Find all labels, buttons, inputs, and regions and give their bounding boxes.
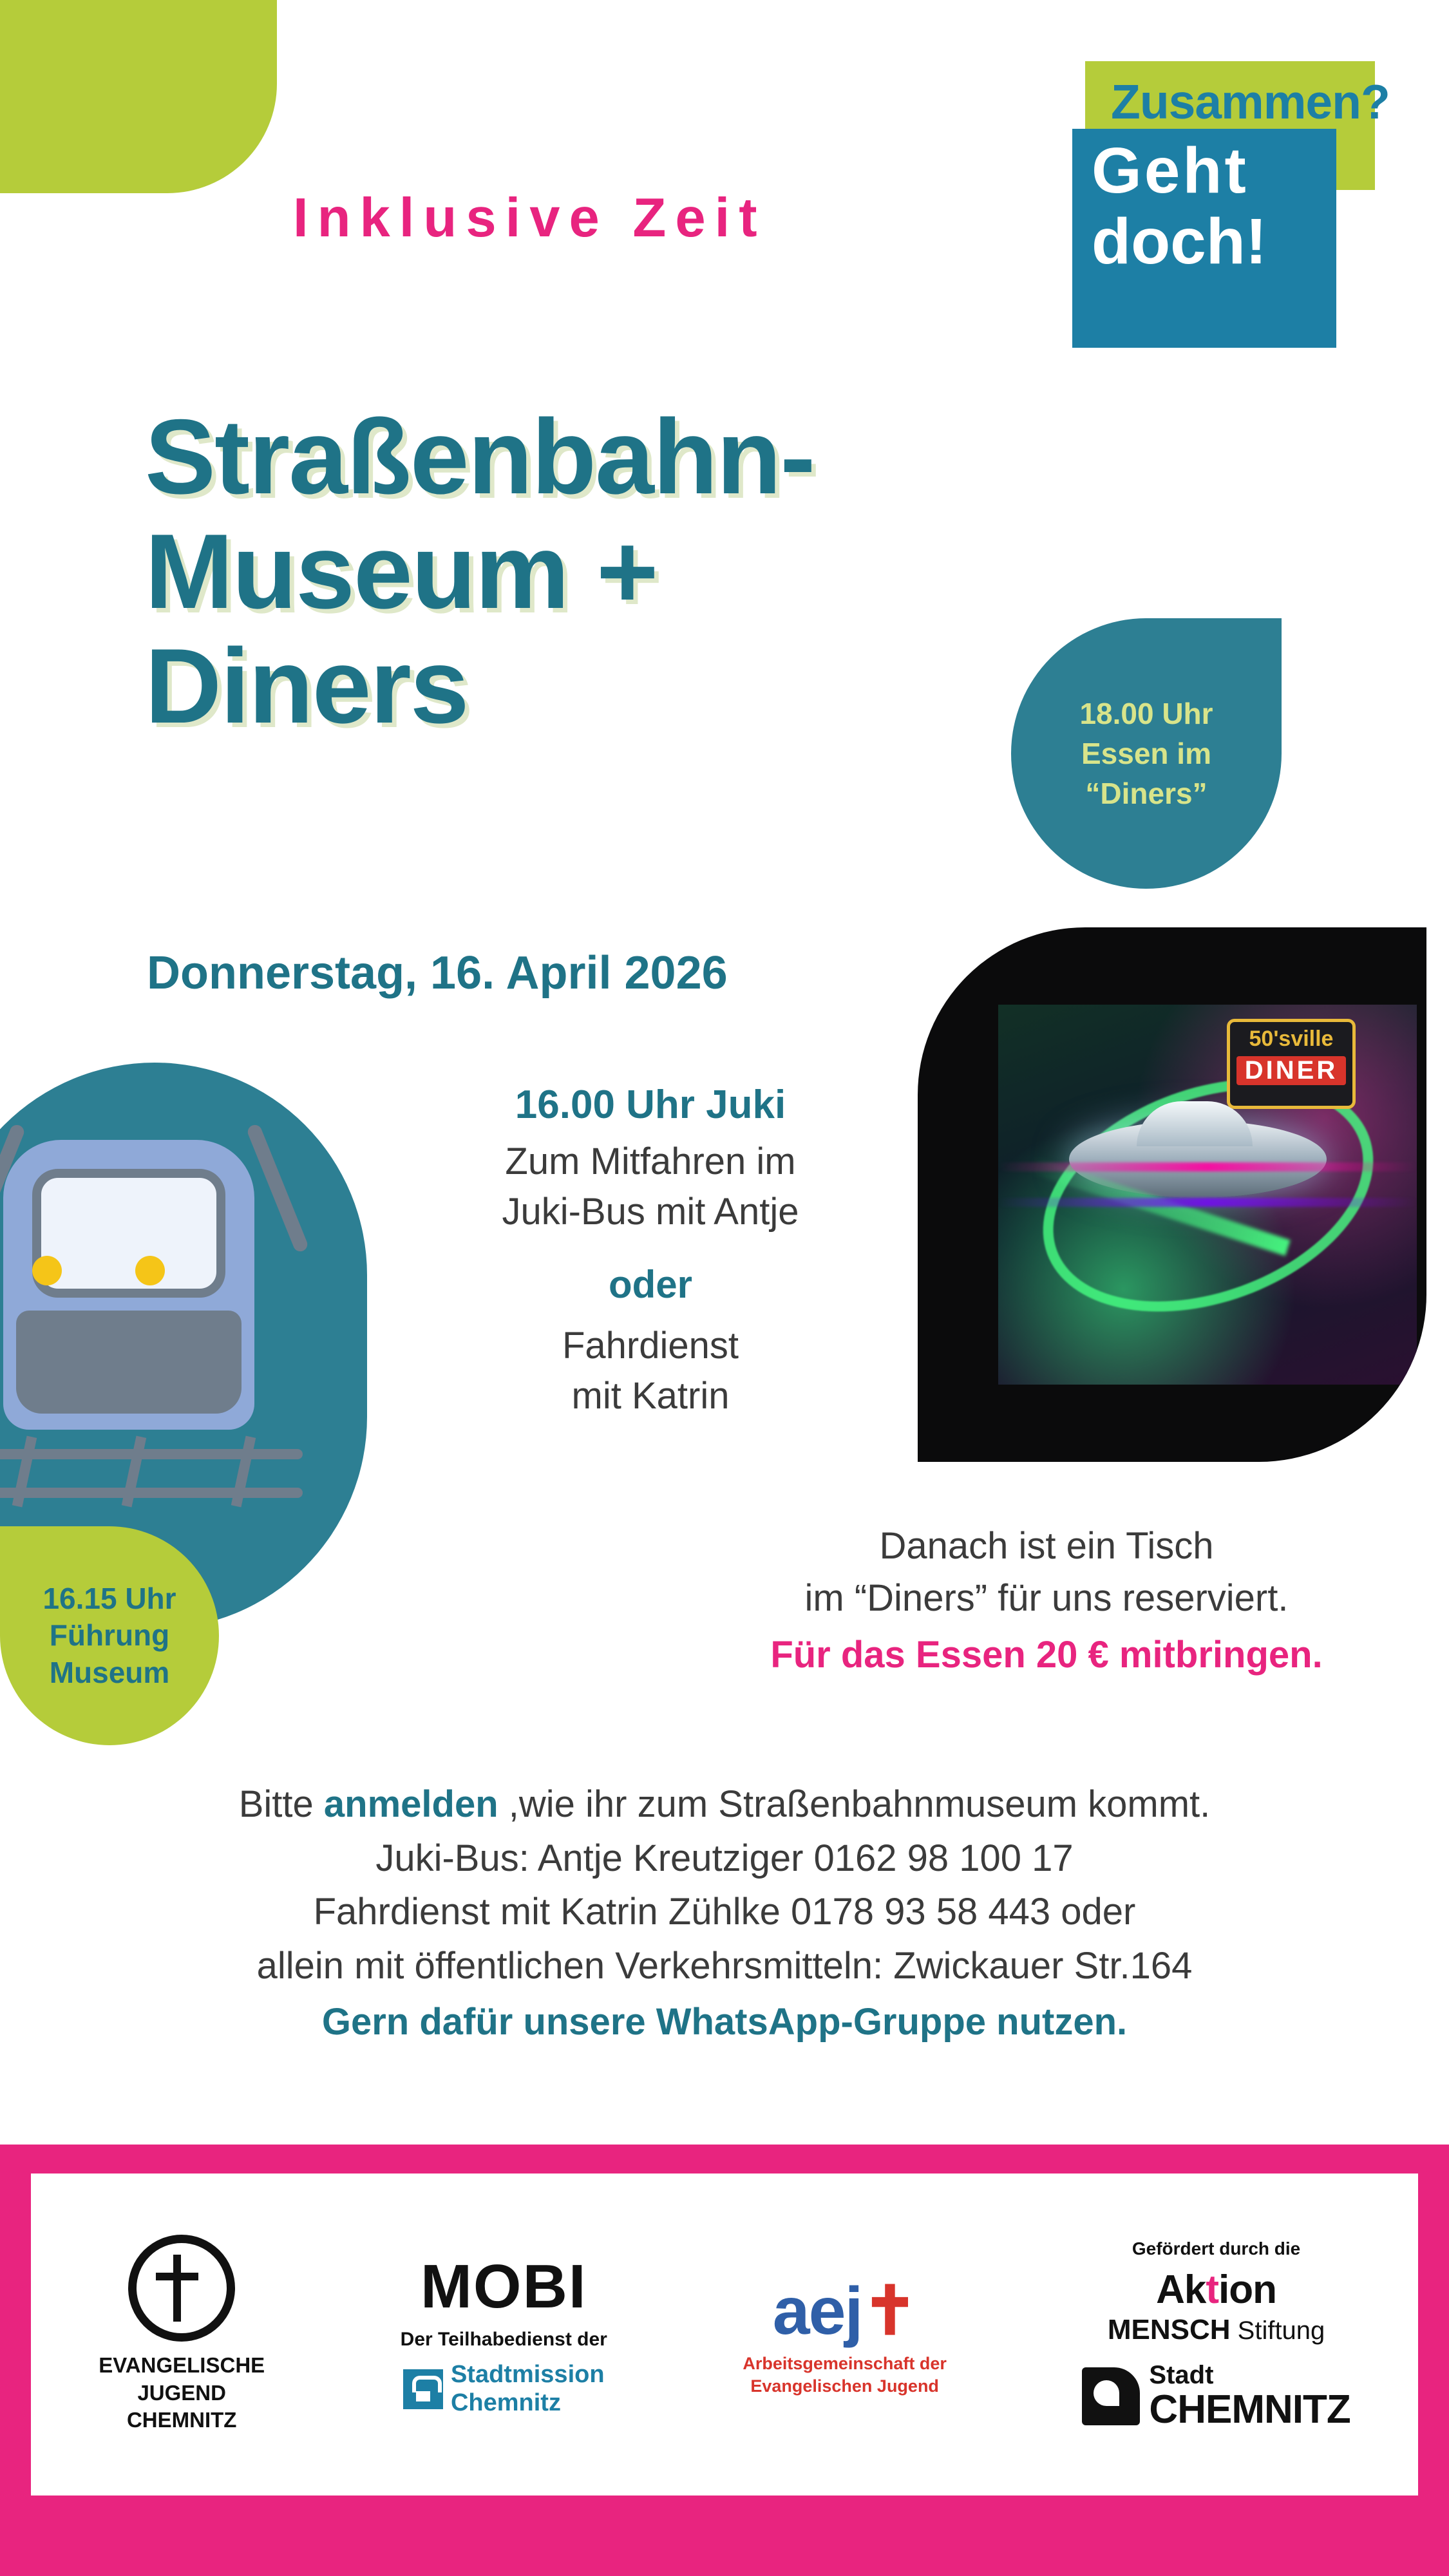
page-title-line-2: Museum + <box>145 512 658 631</box>
diner-photo <box>918 927 1426 1462</box>
badge-museum-tour <box>0 1526 219 1745</box>
logo-chemnitz-line-1: Stadt <box>1149 2360 1214 2389</box>
aej-cross-icon: ✝ <box>862 2273 917 2349</box>
badge-museum-tour-time: 16.15 Uhr <box>43 1581 176 1615</box>
logo-evangelische-jugend <box>99 2235 265 2435</box>
page-title-line-1: Straßenbahn- <box>145 397 815 516</box>
stadtmission-icon <box>403 2369 443 2409</box>
logo-mobi <box>401 2251 607 2417</box>
registration-info-line-1-pre: Bitte <box>238 1783 324 1825</box>
reservation-note-line-1: Danach ist ein Tisch <box>879 1525 1214 1567</box>
logo-aej-word: aej <box>772 2273 862 2349</box>
tram-headlight-right-icon <box>135 1256 165 1285</box>
logo-mensch: MENSCH <box>1107 2313 1231 2345</box>
tram-rail-icon <box>0 1488 303 1498</box>
sponsor-logos <box>31 2174 1418 2496</box>
cross-icon <box>128 2235 235 2342</box>
logo-aktion-mensch-stadt-chemnitz <box>1082 2239 1350 2430</box>
badge-dinner-line2: “Diners” <box>1085 777 1208 811</box>
logo-aej <box>743 2271 947 2398</box>
logo-zusammen-geht-doch <box>1072 61 1390 370</box>
logo-stadtmission-line-1: Stadtmission <box>450 2361 605 2389</box>
programme-line-1: Zum Mitfahren im <box>505 1141 796 1182</box>
programme-heading: 16.00 Uhr Juki <box>515 1083 786 1127</box>
badge-dinner-time: 18.00 Uhr <box>1079 696 1213 730</box>
badge-museum-tour-line2: Museum <box>49 1655 170 1689</box>
registration-info-line-1-post: ,wie ihr zum Straßenbahnmuseum kommt. <box>498 1783 1211 1825</box>
logo-ej-line-3: CHEMNITZ <box>126 2408 237 2432</box>
registration-info-line-1 <box>0 1777 1449 1832</box>
tram-pantograph-right-icon <box>245 1123 309 1254</box>
diner-sign <box>1227 1019 1356 1109</box>
programme-line-4: mit Katrin <box>571 1374 730 1417</box>
logo-stadtmission-line-2: Chemnitz <box>450 2389 561 2416</box>
logo-doch-text: doch! <box>1092 205 1267 278</box>
footer-band <box>0 2145 1449 2576</box>
logo-aej-sub-2: Evangelischen Jugend <box>750 2376 939 2396</box>
logo-aej-sub-1: Arbeitsgemeinschaft der <box>743 2353 947 2373</box>
logo-aktion-a: Ak <box>1156 2267 1206 2312</box>
tram-headlight-left-icon <box>32 1256 62 1285</box>
reservation-note-highlight: Für das Essen 20 € mitbringen. <box>770 1634 1323 1676</box>
logo-ej-line-1: EVANGELISCHE <box>99 2353 265 2377</box>
badge-dinner <box>1011 618 1282 889</box>
programme-oder: oder <box>608 1262 693 1306</box>
decor-corner-green <box>0 0 277 193</box>
logo-stiftung: Stiftung <box>1230 2316 1325 2345</box>
logo-aktion-t: t <box>1206 2267 1219 2312</box>
logo-aktion-ion: ion <box>1218 2267 1277 2312</box>
programme-line-2: Juki-Bus mit Antje <box>502 1191 799 1233</box>
reservation-note-line-2: im “Diners” für uns reserviert. <box>804 1577 1289 1620</box>
reservation-note <box>696 1520 1397 1676</box>
badge-museum-tour-line1: Führung <box>49 1618 170 1653</box>
event-date: Donnerstag, 16. April 2026 <box>147 947 728 999</box>
tram-rail-icon <box>0 1449 303 1459</box>
neon-streak-icon <box>998 1198 1417 1207</box>
registration-info-line-3: Fahrdienst mit Katrin Zühlke 0178 93 58 443 oder <box>313 1891 1136 1933</box>
diner-sign-bottom-text: DINER <box>1236 1056 1346 1085</box>
tram-front-panel-icon <box>16 1311 242 1414</box>
registration-info-anmelden: anmelden <box>323 1783 498 1825</box>
diner-photo-image <box>998 1005 1417 1385</box>
logo-chemnitz-line-2: CHEMNITZ <box>1149 2387 1350 2432</box>
logo-funding-note: Gefördert durch die <box>1132 2238 1301 2259</box>
logo-mobi-sub: Der Teilhabedienst der <box>400 2329 607 2351</box>
logo-geht-text: Geht <box>1092 135 1249 207</box>
logo-ej-line-2: JUGEND <box>137 2380 226 2405</box>
page-title-line-3: Diners <box>145 627 468 746</box>
registration-info <box>0 1777 1449 2043</box>
logo-mobi-word: MOBI <box>420 2252 587 2322</box>
badge-dinner-line1: Essen im <box>1081 736 1211 770</box>
registration-info-line-2: Juki-Bus: Antje Kreutziger 0162 98 100 17 <box>375 1837 1074 1879</box>
page-title <box>145 399 814 744</box>
programme-block <box>399 1082 902 1421</box>
logo-zusammen-text: Zusammen? <box>1111 75 1390 129</box>
chemnitz-logo-icon <box>1082 2367 1140 2425</box>
tram-body-icon <box>3 1140 254 1430</box>
registration-info-line-4: allein mit öffentlichen Verkehrsmitteln: Zwickauer Str.164 <box>256 1944 1193 1987</box>
neon-streak-icon <box>998 1162 1417 1171</box>
programme-line-3: Fahrdienst <box>562 1324 739 1367</box>
kicker-text: Inklusive Zeit <box>293 187 766 249</box>
registration-info-whatsapp: Gern dafür unsere WhatsApp-Gruppe nutzen. <box>321 2001 1128 2043</box>
tram-window-icon <box>32 1169 225 1298</box>
diner-sign-top-text: 50'sville <box>1249 1027 1334 1051</box>
